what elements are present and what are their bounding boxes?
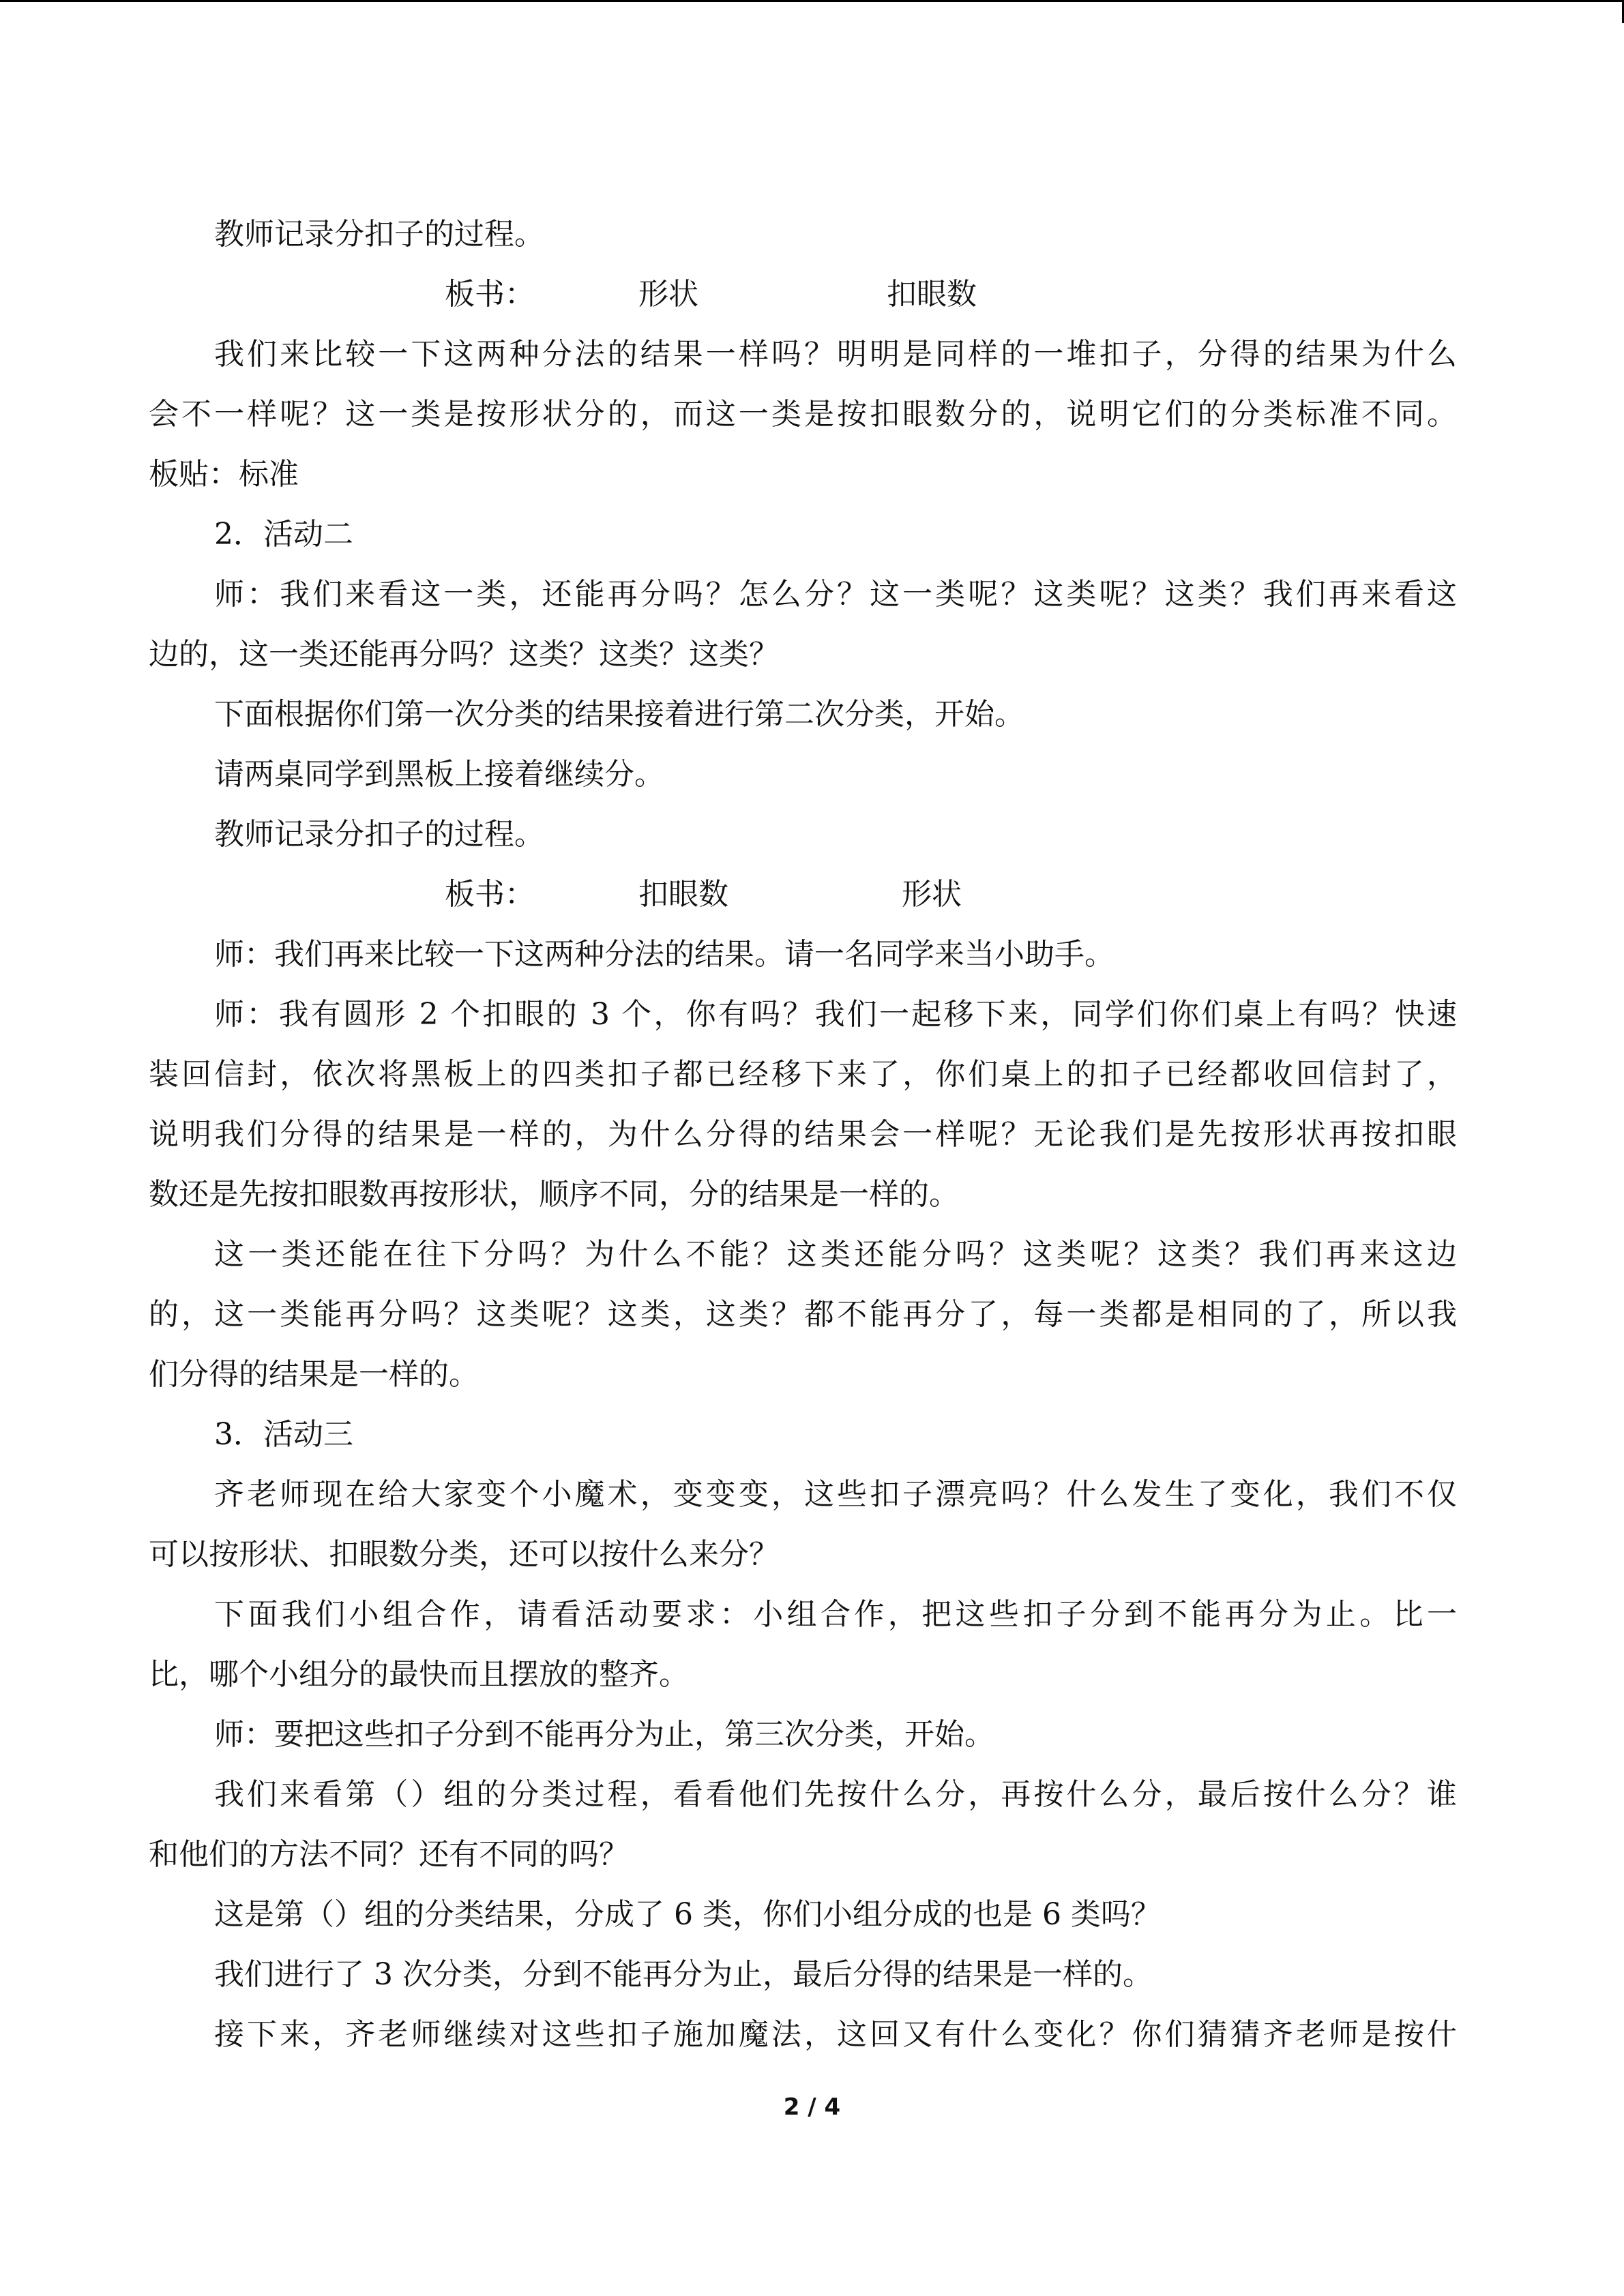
paragraph: 教师记录分扣子的过程。 xyxy=(214,817,544,852)
section-heading: 2．活动二 xyxy=(214,517,353,552)
section-heading: 3．活动三 xyxy=(214,1417,353,1452)
board-label: 板书： xyxy=(445,877,535,912)
paragraph-line: 数还是先按扣眼数再按形状，顺序不同，分的结果是一样的。 xyxy=(149,1177,959,1212)
paragraph-line: 装回信封，依次将黑板上的四类扣子都已经移下来了，你们桌上的扣子已经都收回信封了， xyxy=(149,1057,1457,1092)
paragraph-line: 们分得的结果是一样的。 xyxy=(149,1357,479,1392)
paragraph: 我们进行了 3 次分类，分到不能再分为止，最后分得的结果是一样的。 xyxy=(214,1957,1153,1992)
paragraph-line: 边的，这一类还能再分吗？这类？这类？这类？ xyxy=(149,637,779,672)
board-column-holes: 扣眼数 xyxy=(887,277,977,312)
paragraph-line: 我们来比较一下这两种分法的结果一样吗？明明是同样的一堆扣子，分得的结果为什么 xyxy=(214,337,1457,372)
paragraph-line: 我们来看第（）组的分类过程，看看他们先按什么分，再按什么分，最后按什么分？谁 xyxy=(214,1777,1457,1812)
paragraph-line: 比，哪个小组分的最快而且摆放的整齐。 xyxy=(149,1657,689,1692)
paragraph: 这是第（）组的分类结果，分成了 6 类，你们小组分成的也是 6 类吗？ xyxy=(214,1897,1161,1932)
paragraph: 教师记录分扣子的过程。 xyxy=(214,217,544,252)
paragraph: 请两桌同学到黑板上接着继续分。 xyxy=(214,757,664,792)
board-column-holes: 扣眼数 xyxy=(638,877,728,912)
paragraph-line: 的，这一类能再分吗？这类呢？这类，这类？都不能再分了，每一类都是相同的了，所以我 xyxy=(149,1297,1457,1332)
board-column-shape: 形状 xyxy=(638,277,698,312)
board-label: 板书： xyxy=(445,277,535,312)
paragraph-line: 师：我们来看这一类，还能再分吗？怎么分？这一类呢？这类呢？这类？我们再来看这 xyxy=(214,577,1457,612)
paragraph: 下面根据你们第一次分类的结果接着进行第二次分类，开始。 xyxy=(214,697,1024,732)
paragraph: 师：我们再来比较一下这两种分法的结果。请一名同学来当小助手。 xyxy=(214,937,1114,972)
paragraph-line: 板贴：标准 xyxy=(149,457,299,492)
board-writing-1 xyxy=(149,265,1457,325)
paragraph-line: 会不一样呢？这一类是按形状分的，而这一类是按扣眼数分的，说明它们的分类标准不同。 xyxy=(149,397,1457,432)
paragraph-line: 齐老师现在给大家变个小魔术，变变变，这些扣子漂亮吗？什么发生了变化，我们不仅 xyxy=(214,1477,1457,1512)
paragraph: 师：要把这些扣子分到不能再分为止，第三次分类，开始。 xyxy=(214,1717,994,1752)
paragraph-line: 说明我们分得的结果是一样的，为什么分得的结果会一样呢？无论我们是先按形状再按扣眼 xyxy=(149,1117,1457,1152)
paragraph-line: 师：我有圆形 2 个扣眼的 3 个，你有吗？我们一起移下来，同学们你们桌上有吗？快速 xyxy=(214,997,1457,1032)
board-column-shape: 形状 xyxy=(902,877,962,912)
paragraph-line: 和他们的方法不同？还有不同的吗？ xyxy=(149,1837,629,1872)
document-body xyxy=(149,205,1457,2065)
paragraph-line: 接下来，齐老师继续对这些扣子施加魔法，这回又有什么变化？你们猜猜齐老师是按什 xyxy=(214,2017,1457,2052)
board-writing-2 xyxy=(149,865,1457,925)
paragraph-line: 可以按形状、扣眼数分类，还可以按什么来分？ xyxy=(149,1537,779,1572)
paragraph-line: 这一类还能在往下分吗？为什么不能？这类还能分吗？这类呢？这类？我们再来这边 xyxy=(214,1237,1457,1272)
page-number: 2 / 4 xyxy=(783,2093,841,2121)
top-border xyxy=(0,0,1624,2)
paragraph-line: 下面我们小组合作，请看活动要求：小组合作，把这些扣子分到不能再分为止。比一 xyxy=(214,1597,1457,1632)
